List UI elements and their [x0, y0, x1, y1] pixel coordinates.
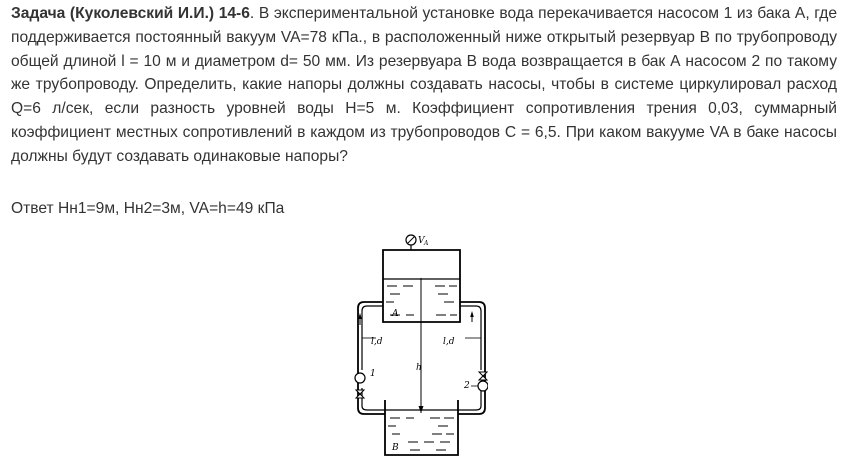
tank-b-label: B	[392, 443, 399, 453]
pipe-right-label: l,d	[443, 337, 455, 347]
height-label: h	[416, 363, 422, 373]
pipe-left-label: l,d	[371, 337, 383, 347]
right-pipeline	[458, 302, 485, 414]
problem-statement	[11, 2, 837, 169]
gauge-label-sub: A	[424, 240, 429, 247]
height-dimension	[416, 278, 426, 413]
problem-title: Задача (Куколевский И.И.) 14-6	[11, 5, 250, 22]
pump-1-label: 1	[370, 369, 376, 379]
pump-system-diagram	[340, 230, 488, 462]
problem-text: . В экспериментальной установке вода перекачивается насосом 1 из бака А, где поддерживается постоянный вакуум VA=78 кПа., в расположенный ниже открытый резервуар В по трубопроводу общей длиной l = 10 м и диаметром d= 50 мм. Из резервуара В вода возвращается в бак А насосом 2 по такому же трубопроводу. Определить, какие напоры должны создавать насосы, чтобы в системе циркулировал расход Q=6 л/сек, если разность уровней воды H=5 м. Коэффициент сопротивления трения 0,03, суммарный коэффициент местных сопротивлений в каждом из трубопроводов С = 6,5. При каком вакууме VA в баке насосы должны будут создавать одинаковые напоры?	[11, 5, 837, 165]
tank-a-label: A	[392, 309, 399, 319]
vacuum-gauge	[406, 235, 416, 250]
pump-1	[355, 373, 365, 398]
pump-2-label: 2	[464, 381, 470, 391]
answer-line: Ответ Hн1=9м, Hн2=3м, VA=h=49 кПа	[11, 200, 285, 217]
gauge-label: V	[418, 236, 425, 246]
